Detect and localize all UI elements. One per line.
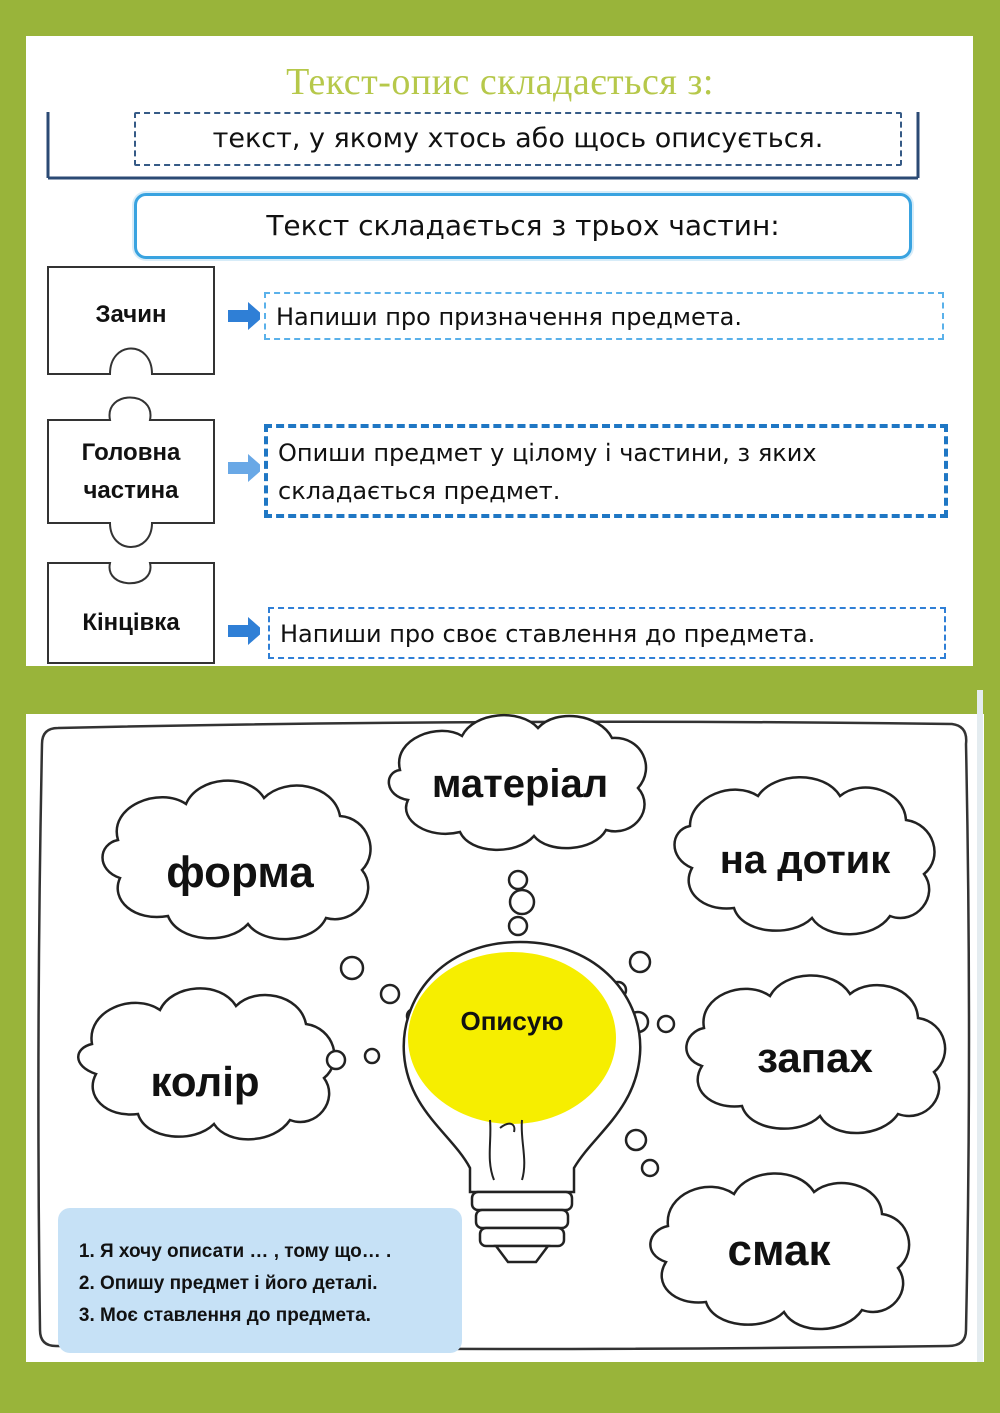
page-title: Текст-опис складається з: xyxy=(286,61,714,103)
part-text-ending: Напиши про своє ставлення до предмета. xyxy=(268,607,946,659)
part-label-main: Головна частина xyxy=(81,439,181,504)
part-text-intro: Напиши про призначення предмета. xyxy=(264,292,944,340)
cloud-word-taste: смак xyxy=(727,1226,831,1275)
bulb-label: Описую xyxy=(460,1006,564,1036)
plan-list xyxy=(58,1208,462,1332)
part-label-ending: Кінцівка xyxy=(82,609,180,636)
cloud-word-shape: форма xyxy=(166,848,314,897)
plan-item: 3. Моє ставлення до предмета. xyxy=(100,1300,462,1332)
part-text-main: Опиши предмет у цілому і частини, з яких складається предмет. xyxy=(264,424,948,518)
plan-item: 2. Опишу предмет і його деталі. xyxy=(100,1268,462,1300)
cloud-word-color: колір xyxy=(150,1058,260,1105)
part-label-intro: Зачин xyxy=(95,301,167,328)
plan-box xyxy=(58,1208,462,1353)
parts-heading: Текст складається з трьох частин: xyxy=(134,193,912,259)
plan-item: 1. Я хочу описати … , тому що… . xyxy=(100,1236,462,1268)
cloud-word-material: матеріал xyxy=(431,762,609,806)
definition-box: текст, у якому хтось або щось описується. xyxy=(134,112,902,166)
cloud-word-touch: на дотик xyxy=(719,838,891,882)
cloud-word-smell: запах xyxy=(757,1034,873,1081)
